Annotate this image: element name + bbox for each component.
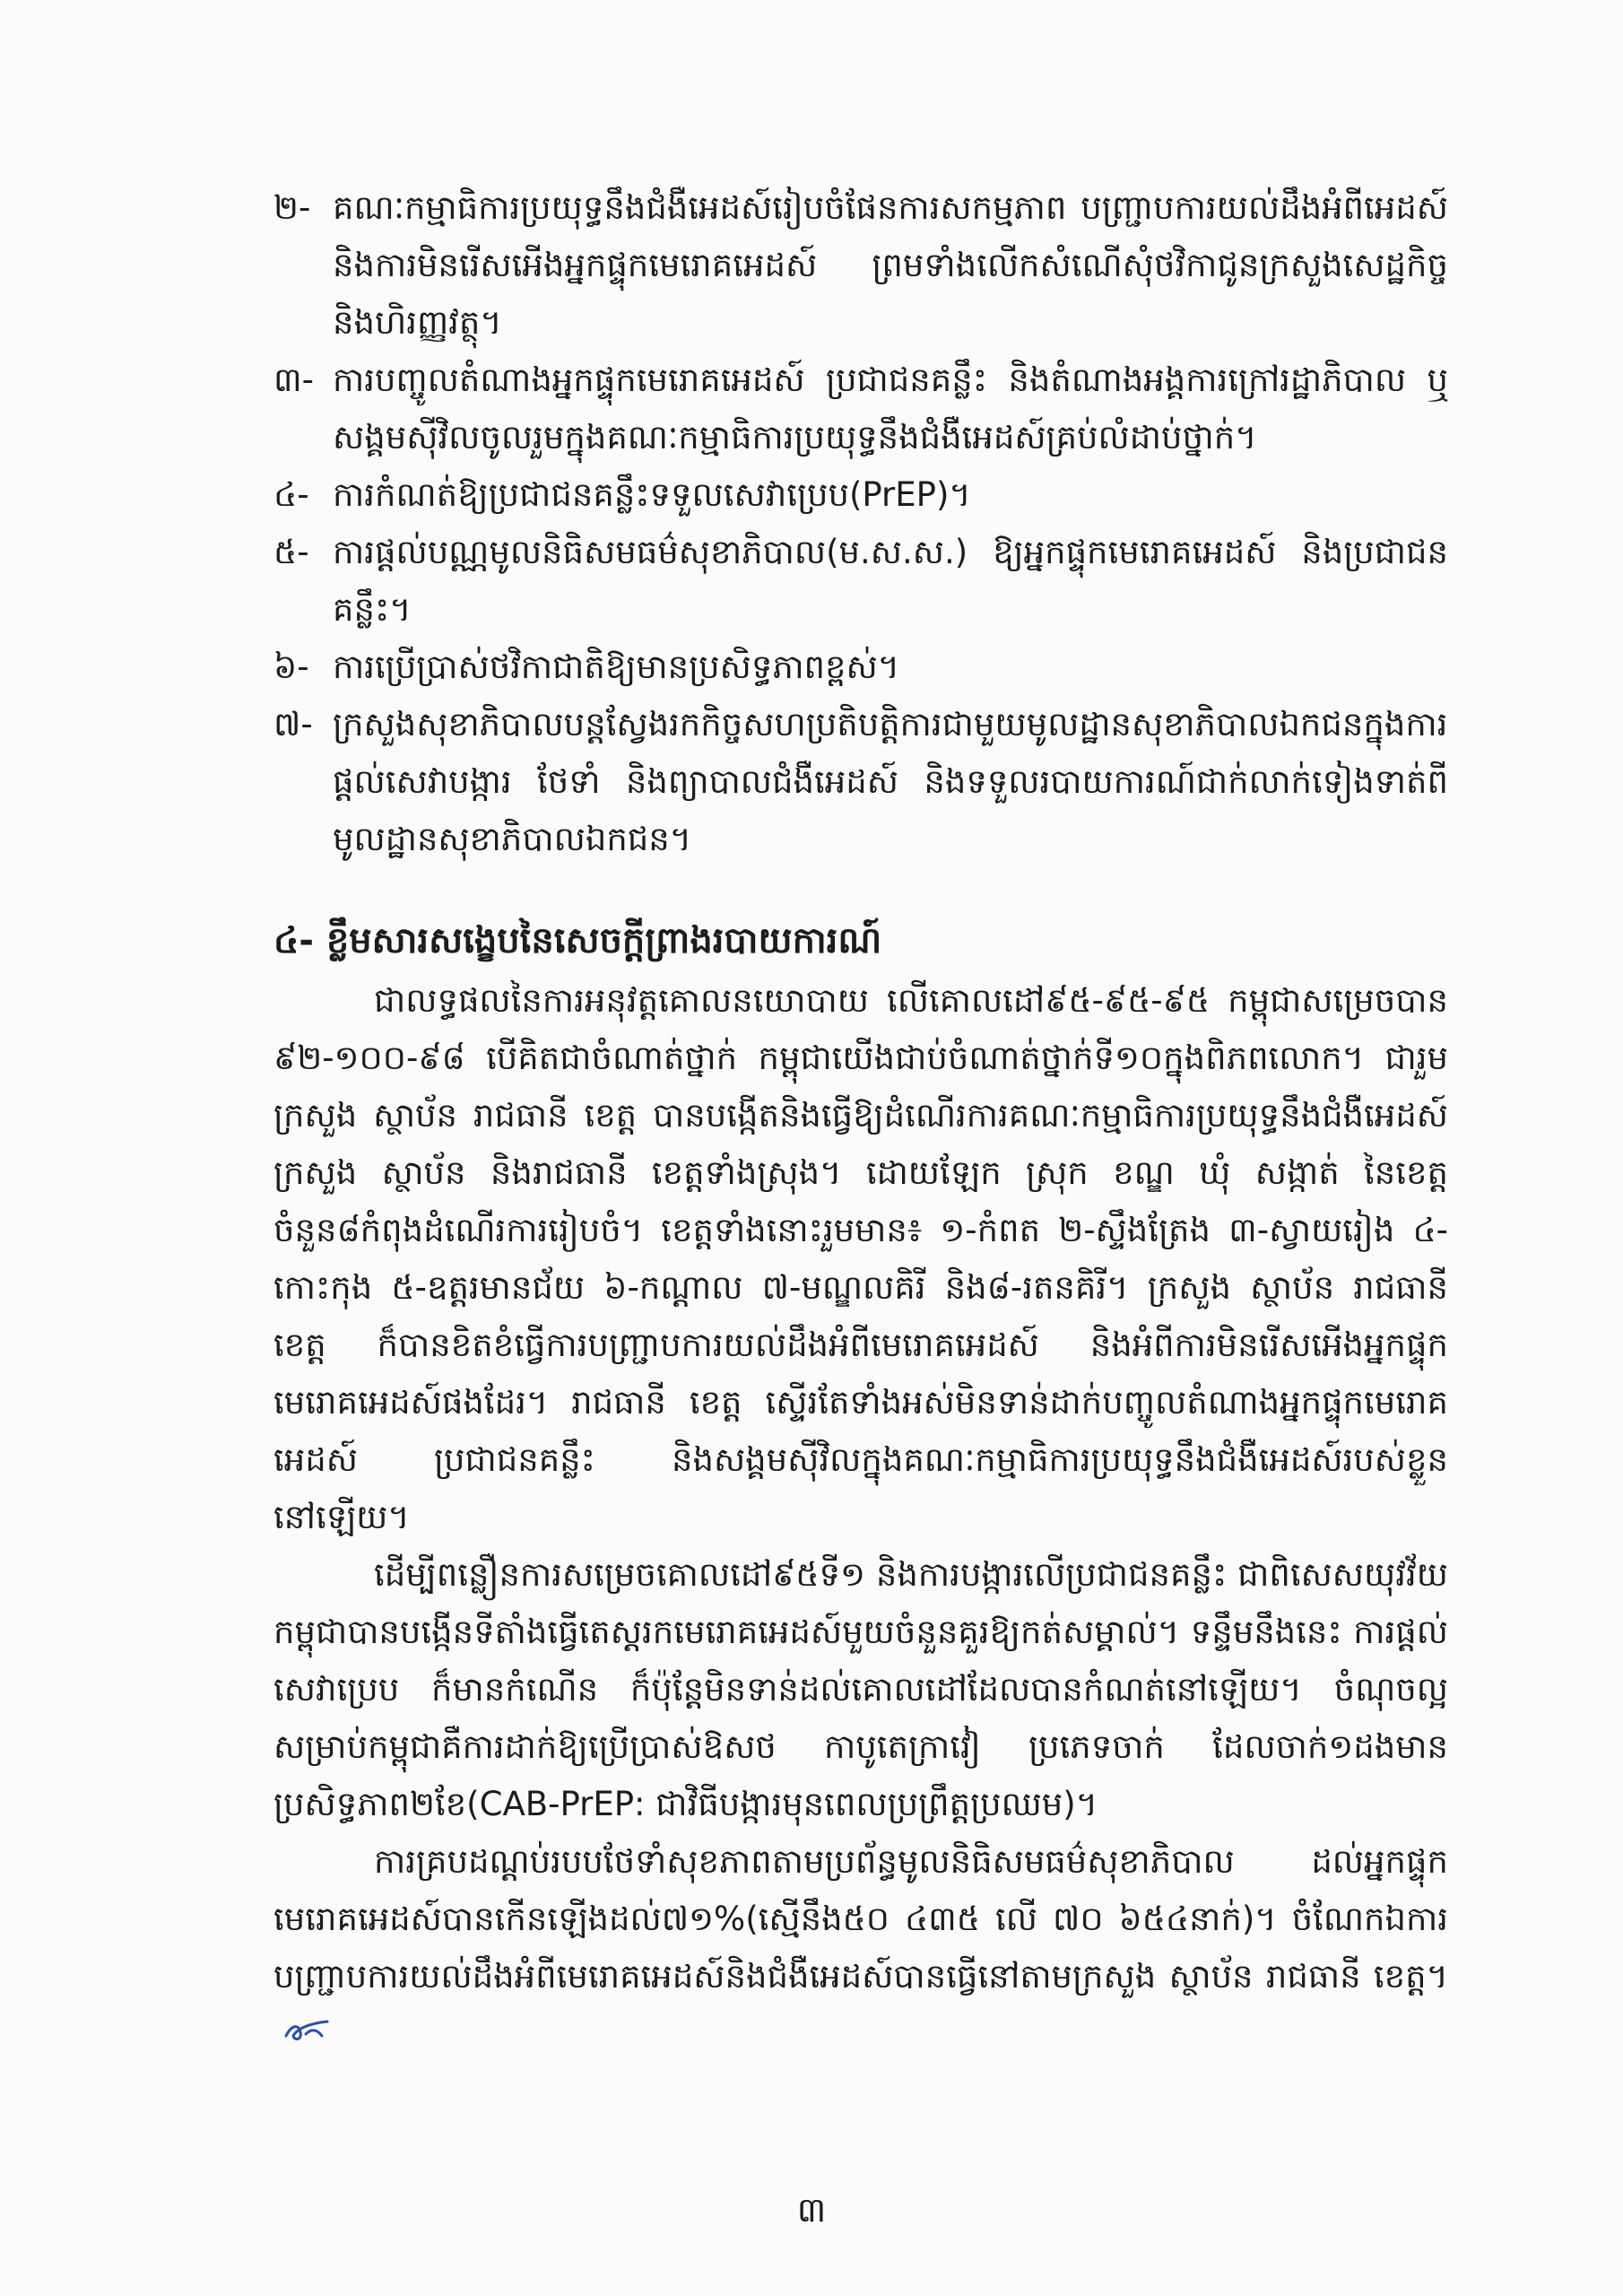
paragraph-text: ដើម្បីពន្លឿនការសម្រេចគោលដៅ៩៥ទី១ និងការបង្ការលើប្រជាជនគន្លឹះ ជាពិសេសយុវវ័យ កម្ពុជាបានបង្កើនទីតាំងធ្វើតេស្តរកមេរោគអេដស៍មួយចំនួនគួរឱ្យកត់សម្គាល់។ ទន្ទឹមនឹងនេះ ការផ្តល់សេវាប្រេប ក៏មានកំណើន ក៏ប៉ុន្តែមិនទាន់ដល់គោលដៅដែលបានកំណត់នៅឡើយ។ ចំណុចល្អសម្រាប់កម្ពុជាគឺការដាក់ឱ្យប្រើប្រាស់ឱសថ កាបូតេក្រាវៀ ប្រភេទចាក់ ដែលចាក់១ដងមានប្រសិទ្ធភាព២ខែ(CAB-PrEP: ជាវិធីបង្ការមុនពេលប្រព្រឹត្តប្រឈម)។ xyxy=(273,1555,1448,1823)
list-item-text: ក្រសួងសុខាភិបាលបន្តស្វែងរកកិច្ចសហប្រតិបត្តិការជាមួយមូលដ្ឋានសុខាភិបាលឯកជនក្នុងការផ្តល់សេវាបង្ការ ថែទាំ និងព្យាបាលជំងឺអេដស៍ និងទទួលរបាយការណ៍ជាក់លាក់ទៀងទាត់ពីមូលដ្ឋានសុខាភិបាលឯកជន។ xyxy=(333,705,1448,858)
list-item-number: ៧- xyxy=(273,705,313,744)
list-item-number: ៤- xyxy=(273,475,309,514)
body-paragraph xyxy=(273,1546,1448,1833)
list-item-number: ២- xyxy=(273,188,311,227)
body-paragraph xyxy=(273,972,1448,1546)
list-item-text: ការផ្តល់បណ្ណមូលនិធិសមធម៌សុខាភិបាល(ម.ស.ស.) ឱ្យអ្នកផ្ទុកមេរោគអេដស៍ និងប្រជាជនគន្លឹះ។ xyxy=(333,533,1448,629)
list-item-text: ការបញ្ចូលតំណាងអ្នកផ្ទុកមេរោគអេដស៍ ប្រជាជនគន្លឹះ និងតំណាងអង្គការក្រៅរដ្ឋាភិបាល ឬសង្គមស៊ីវិលចូលរួមក្នុងគណៈកម្មាធិការប្រយុទ្ធនឹងជំងឺអេដស៍គ្រប់លំដាប់ថ្នាក់។ xyxy=(333,361,1448,457)
list-item xyxy=(273,179,1448,352)
list-item-number: ៦- xyxy=(273,648,309,686)
section-heading: ៤- ខ្លឹមសារសង្ខេបនៃសេចក្តីព្រាងរបាយការណ៍ xyxy=(273,920,882,961)
list-item-number: ៣- xyxy=(273,361,314,399)
body-paragraph xyxy=(273,1833,1448,2065)
list-item xyxy=(273,524,1448,639)
list-item xyxy=(273,352,1448,466)
list-item-number: ៥- xyxy=(273,533,309,571)
list-item xyxy=(273,639,1448,696)
list-item-text: ការប្រើប្រាស់ថវិកាជាតិឱ្យមានប្រសិទ្ធភាពខ្ពស់។ xyxy=(333,648,900,686)
paragraph-text: ការគ្របដណ្តប់របបថែទាំសុខភាពតាមប្រព័ន្ធមូលនិធិសមធម៌សុខាភិបាល ដល់អ្នកផ្ទុកមេរោគអេដស៍បានកើនឡើងដល់៧១%(ស្មើនឹង៥០ ៤៣៥ លើ ៧០ ៦៥៤នាក់)។ ចំណែកឯការបញ្ជ្រាបការយល់ដឹងអំពីមេរោគអេដស៍និងជំងឺអេដស៍បានធ្វើនៅតាមក្រសួង ស្ថាប័ន រាជធានី ខេត្ត។ xyxy=(273,1842,1448,1996)
page-content xyxy=(273,179,1448,2065)
list-item-text: ការកំណត់ឱ្យប្រជាជនគន្លឹះទទួលសេវាប្រេប(PrEP)។ xyxy=(333,475,971,514)
paragraph-text: ជាលទ្ធផលនៃការអនុវត្តគោលនយោបាយ លើគោលដៅ៩៥-៩៥-៩៥ កម្ពុជាសម្រេចបាន ៩២-១០០-៩៨ បើគិតជាចំណាត់ថ្នាក់ កម្ពុជាយើងជាប់ចំណាត់ថ្នាក់ទី១០ក្នុងពិភពលោក។ ជារួម ក្រសួង ស្ថាប័ន រាជធានី ខេត្ត បានបង្កើតនិងធ្វើឱ្យដំណើរការគណៈកម្មាធិការប្រយុទ្ធនឹងជំងឺអេដស៍ក្រសួង ស្ថាប័ន និងរាជធានី ខេត្តទាំងស្រុង។ ដោយឡែក ស្រុក ខណ្ឌ ឃុំ សង្កាត់ នៃខេត្តចំនួន៨កំពុងដំណើរការរៀបចំ។ ខេត្តទាំងនោះរួមមាន៖ ១-កំពត ២-ស្ទឹងត្រែង ៣-ស្វាយរៀង ៤-កោះកុង ៥-ឧត្តរមានជ័យ ៦-កណ្តាល ៧-មណ្ឌលគិរី និង៨-រតនគិរី។ ក្រសួង ស្ថាប័ន រាជធានី ខេត្ត ក៏បានខិតខំធ្វើការបញ្ជ្រាបការយល់ដឹងអំពីមេរោគអេដស៍ និងអំពីការមិនរើសអើងអ្នកផ្ទុកមេរោគអេដស៍ផងដែរ។ រាជធានី ខេត្ត ស្ទើរតែទាំងអស់មិនទាន់ដាក់បញ្ចូលតំណាងអ្នកផ្ទុកមេរោគអេដស៍ ប្រជាជនគន្លឹះ និងសង្គមស៊ីវិលក្នុងគណៈកម្មាធិការប្រយុទ្ធនឹងជំងឺអេដស៍របស់ខ្លួននៅឡើយ។ xyxy=(273,981,1448,1536)
list-item-text: គណៈកម្មាធិការប្រយុទ្ធនឹងជំងឺអេដស៍រៀបចំផែនការសកម្មភាព បញ្ជ្រាបការយល់ដឹងអំពីអេដស៍ និងការមិនរើសអើងអ្នកផ្ទុកមេរោគអេដស៍ ព្រមទាំងលើកសំណើសុំថវិកាជូនក្រសួងសេដ្ឋកិច្ចនិងហិរញ្ញវត្ថុ។ xyxy=(333,188,1448,342)
list-item xyxy=(273,696,1448,868)
list-item xyxy=(273,466,1448,524)
handwritten-initial-icon xyxy=(282,2007,331,2065)
page-number: ៣ xyxy=(796,2190,827,2230)
